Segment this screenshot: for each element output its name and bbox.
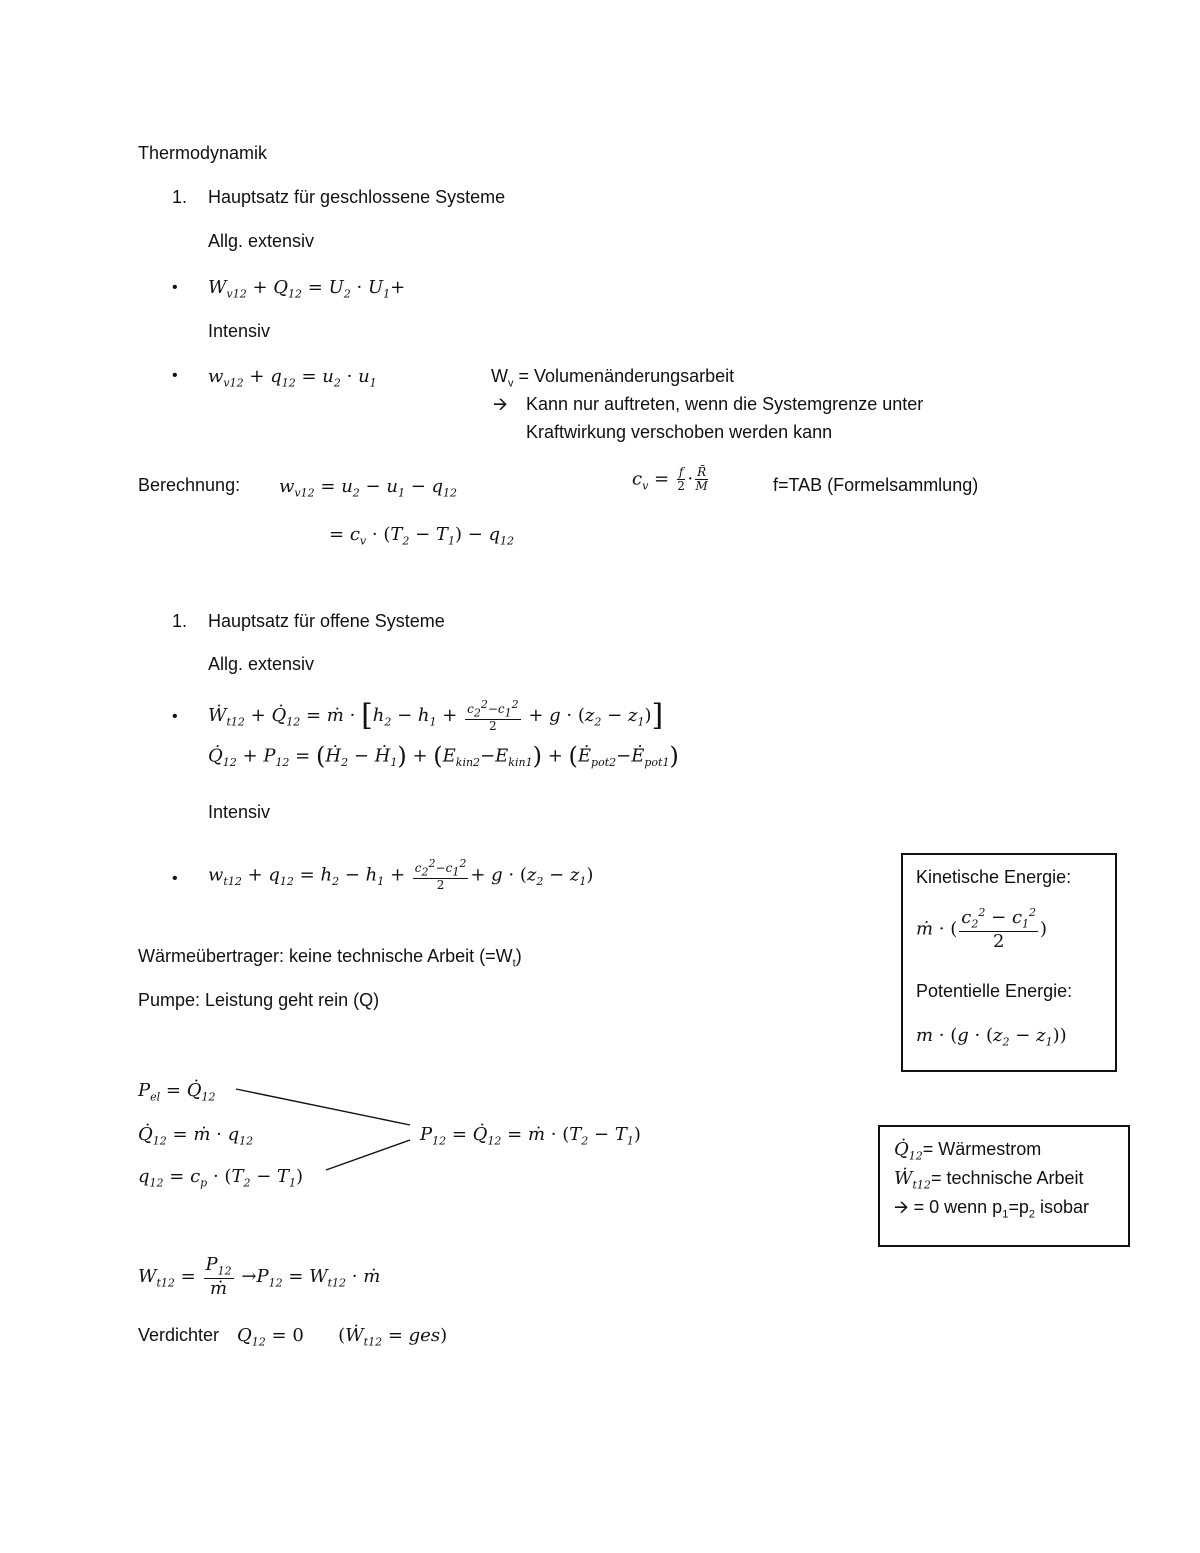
section-heading: Hauptsatz für offene Systeme [208,611,445,631]
formula-pel: $P_{el}$ = $Q̇_{12}$ [138,1080,216,1104]
formula-cv: $c_v$ = $\frac{f}{2}$ · $\frac{R̄}{M}$ [632,465,708,494]
waermeuebertrager-note: Wärmeübertrager: keine technische Arbeit $(=W_t)$ [138,946,522,970]
connector-line [236,1089,410,1125]
formula-extensiv-closed: $W_{v12} + Q_{12} = U_2 \cdot U_1+$ [208,277,406,301]
arrow-icon: 🡪 [894,1197,909,1217]
section-number: 1. [172,187,188,207]
formula-q-mdot: $Q̇_{12}$ = ṁ · $q_{12}$ [138,1124,254,1148]
formula-berechnung-1: $w_{v12} = u_2 - u_1 - q_{12}$ [279,476,458,500]
extensiv-label: Allg. extensiv [208,654,315,674]
formula-extensiv-open: Ẇ$_{t12}$ + $Q̇_{12}$ = ṁ · [$h_2 - h_1$ + $\frac{c_2^2-c_1^2}{2}$ + $g \cdot (z_2 - z_1)$] [208,697,664,734]
section-heading: Hauptsatz für geschlossene Systeme [208,187,506,207]
bullet: • [172,870,178,887]
verdichter-label: Verdichter [138,1325,220,1345]
formula-verdichter: $Q_{12} = 0$ (Ẇ$_{t12}$ = ges) [237,1325,448,1349]
section-number: 1. [172,611,188,631]
extensiv-label: Allg. extensiv [208,231,315,251]
intensiv-label: Intensiv [208,321,271,341]
berechnung-label: Berechnung: [138,475,241,495]
arrow-icon: 🡪 [493,394,508,414]
potential-energy-label: Potentielle Energie: [916,981,1073,1001]
kinetic-energy-formula: ṁ · ( $\frac{c_2^2 - c_1^2}{2}$ ) [916,906,1048,952]
volume-work-definition: $W_v$ = Volumenänderungsarbeit [491,366,735,390]
heat-flow-definition: $Q̇_{12}=$ Wärmestrom [894,1139,1042,1163]
kinetic-energy-label: Kinetische Energie: [916,867,1072,887]
technical-work-definition: Ẇ$_{t12}$= technische Arbeit [894,1168,1084,1192]
page-title: Thermodynamik [138,143,268,163]
formula-q-cp: $q_{12} = c_p \cdot (T_2 - T_1)$ [138,1166,304,1190]
bullet: • [172,279,178,296]
isobar-note: 🡪 = 0 wenn $p_1=p_2$ isobar [894,1197,1090,1221]
note-line-2: Kraftwirkung verschoben werden kann [526,422,833,442]
pumpe-note: Pumpe: Leistung geht rein (Q) [138,990,380,1010]
formula-wt12: $W_{t12}$ = $\frac{P_{12}}{\text{ṁ}}$ $\to P_{12} = W_{t12}$ · ṁ [138,1254,381,1299]
formula-intensiv-closed: $w_{v12} + q_{12} = u_2 \cdot u_1$ [208,366,377,390]
bullet: • [172,367,178,384]
ftab-note: f=TAB (Formelsammlung) [773,475,979,495]
formula-intensiv-open: $w_{t12} + q_{12} = h_2 - h_1$ + $\frac{c_2^2-c_1^2}{2}$ + $g \cdot (z_2 - z_1)$ [208,857,594,893]
formula-p12: $P_{12}$ = $Q̇_{12}$ = ṁ · $(T_2 - T_1)$ [420,1124,641,1148]
definitions-box [878,1125,1130,1247]
bullet: • [172,708,178,725]
note-line-1: Kann nur auftreten, wenn die Systemgrenze unter [526,394,924,414]
potential-energy-formula: $m \cdot (g \cdot (z_2 - z_1))$ [916,1025,1067,1049]
connector-line [326,1140,410,1170]
intensiv-label: Intensiv [208,802,271,822]
formula-energy-balance: $Q̇_{12} + P_{12}$ = (Ḣ$_2$ − Ḣ$_1$) + $(E_{kin2}-E_{kin1})$ + $(Ė_{pot2}-Ė_{pot1})$ [208,742,679,770]
formula-berechnung-2: = $c_v \cdot (T_2 - T_1) - q_{12}$ [329,524,515,548]
